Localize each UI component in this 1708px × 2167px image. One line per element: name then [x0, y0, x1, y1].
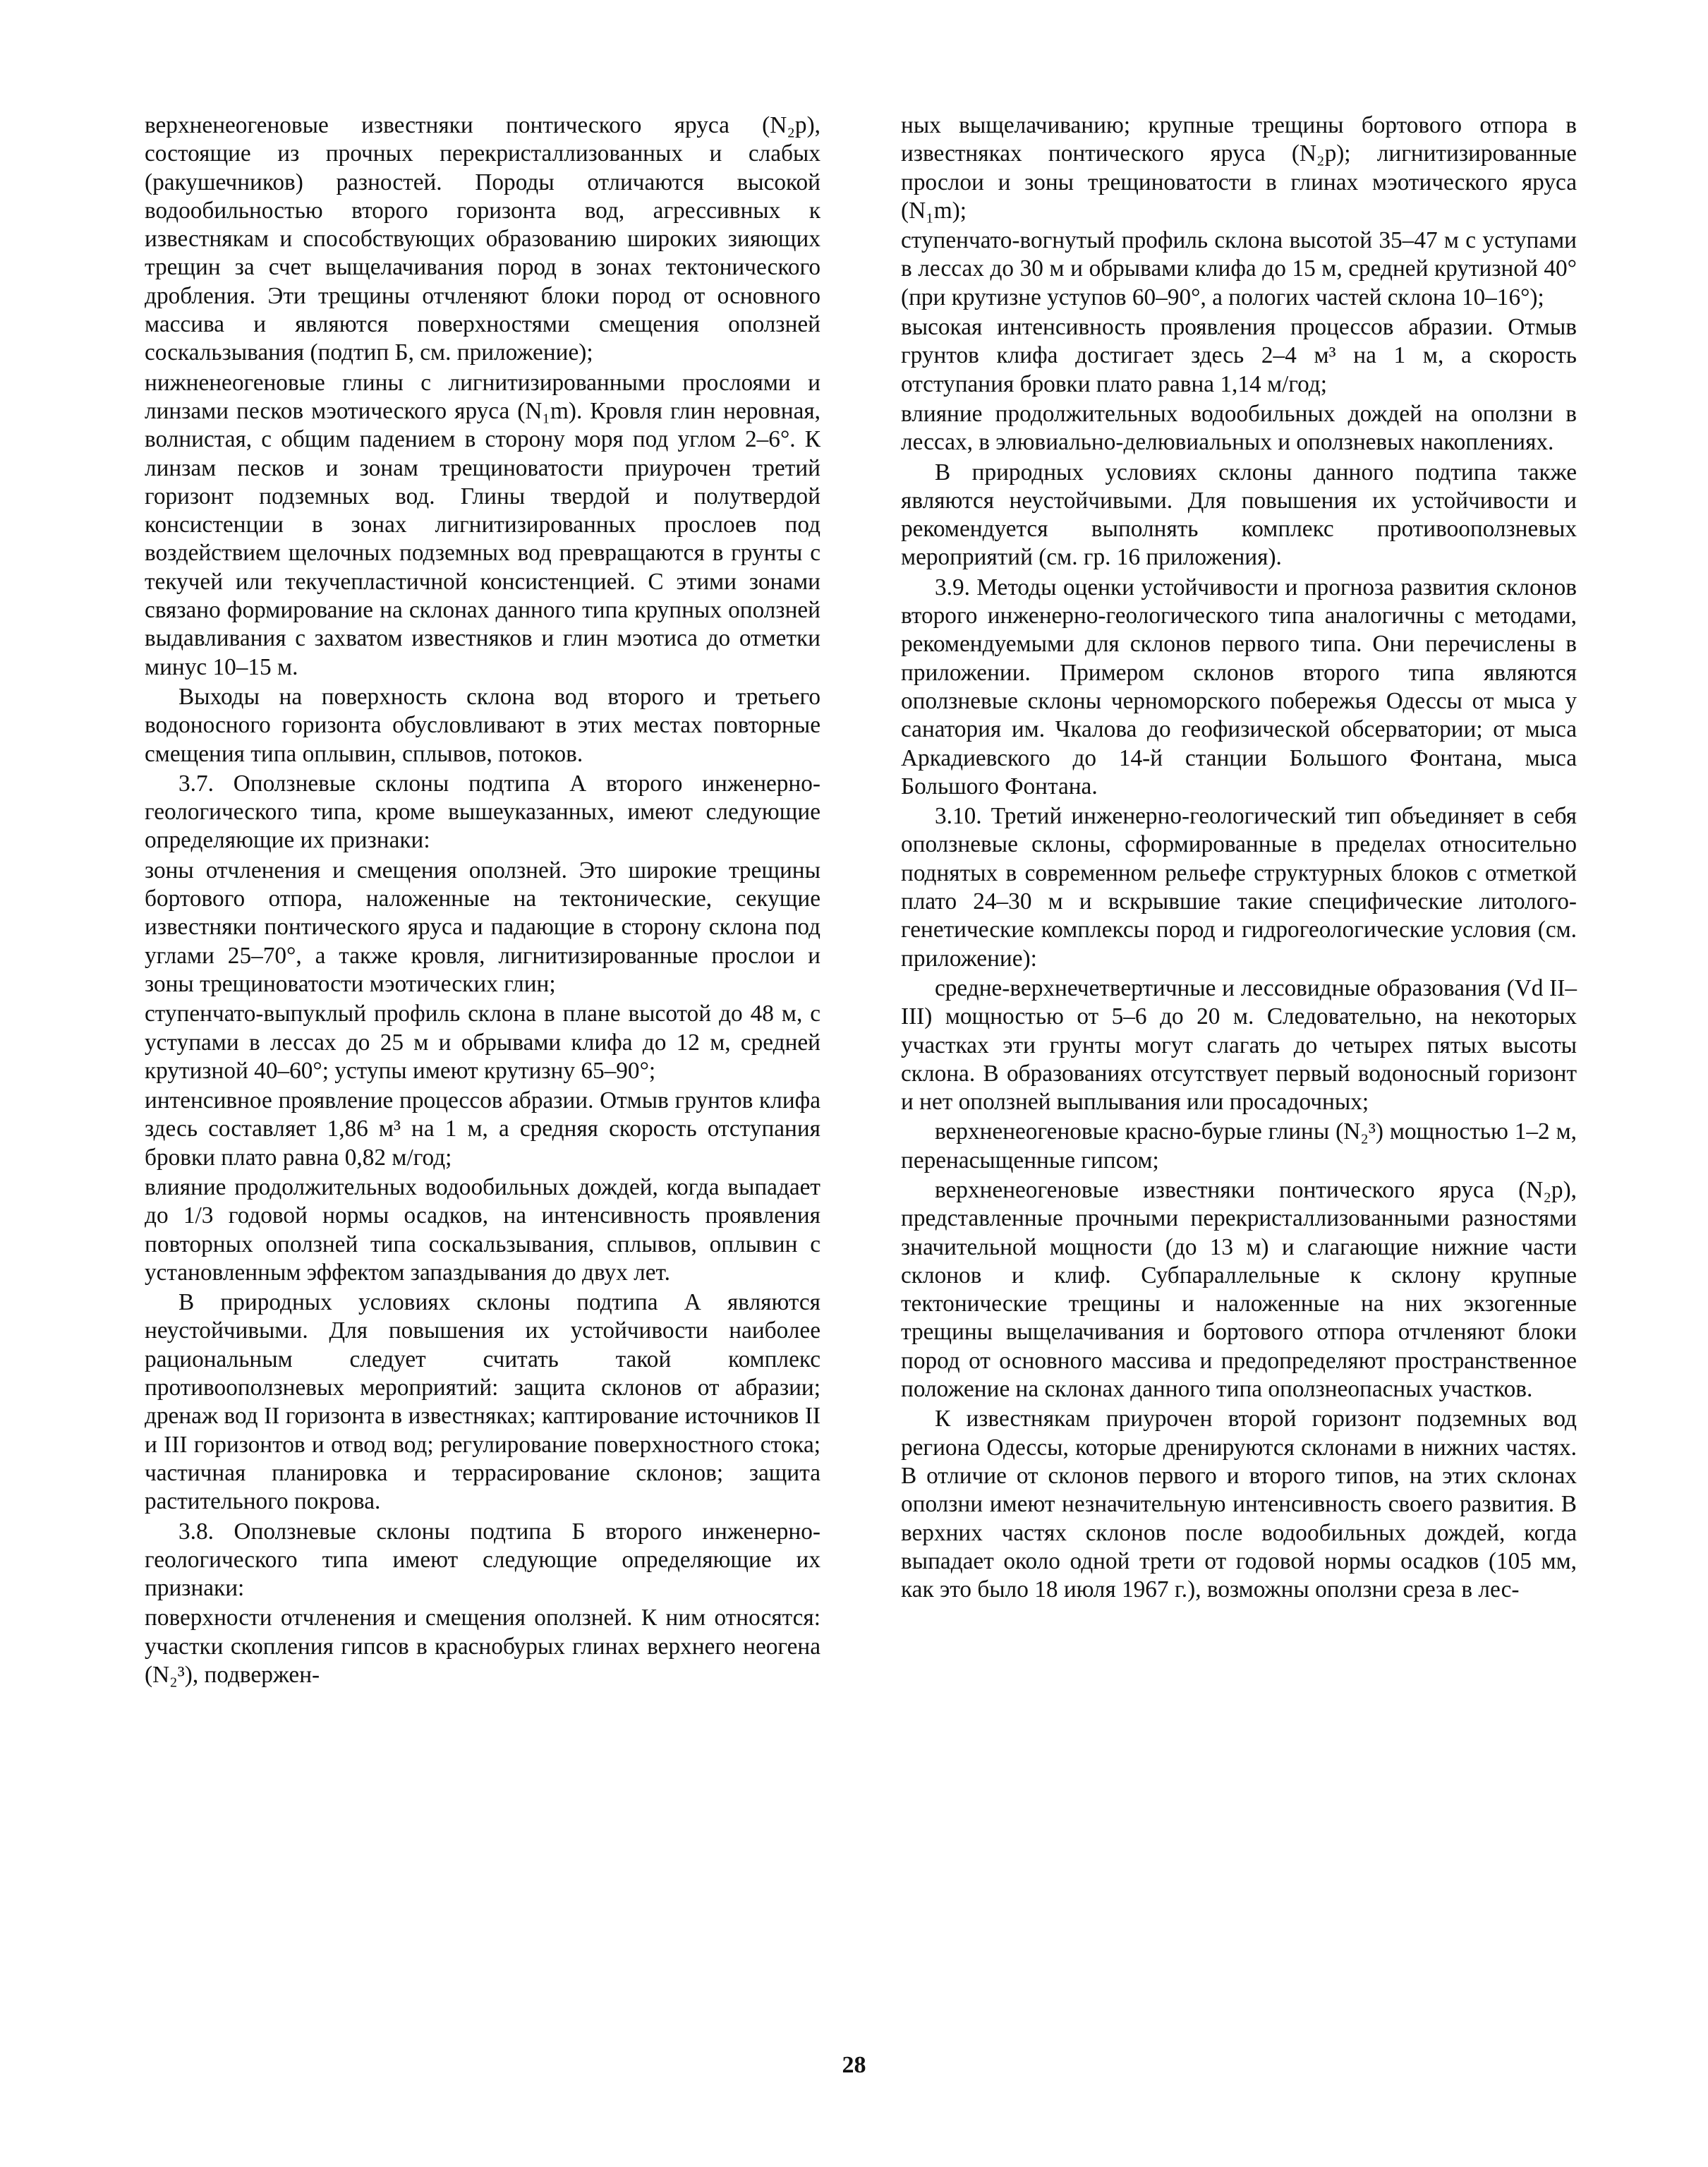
paragraph: ступенчато-выпуклый профиль склона в плане высотой до 48 м, с уступами в лессах до 25 м и обрывами клифа до 12 м, средней крутизной 40–60°; уступы имеют крутизну 65–90°;	[145, 1001, 820, 1084]
paragraph: средне-верхнечетвертичные и лессовидные образования (Vd II–III) мощностью от 5–6 до 20 м. Следовательно, на некоторых участках эти грунты могут слагать до четырех пятых высоты склона. В образованиях отсутствует первый водоносный горизонт и нет оползней выплывания или просадочных;	[901, 974, 1577, 1116]
paragraph: влияние продолжительных водообильных дождей на оползни в лессах, в элювиально-делювиальных и оползневых накоплениях.	[901, 400, 1577, 456]
left-column	[145, 111, 820, 1691]
paragraph: верхненеогеновые известняки понтического яруса (N₂p), состоящие из прочных перекристаллизованных и слабых (ракушечников) разностей. Породы отличаются высокой водообильностью второго горизонта вод, агрессивных к известнякам и способствующих образованию широких зияющих трещин за счет выщелачивания пород в зонах тектонического дробления. Эти трещины отчленяют блоки пород от основного массива и являются поверхностями смещения оползней соскальзывания (подтип Б, см. приложение);	[145, 112, 820, 366]
paragraph: В природных условиях склоны данного подтипа также являются неустойчивыми. Для повышения их устойчивости и рекомендуется выполнять комплекс противооползневых мероприятий (см. гр. 16 приложения).	[901, 459, 1577, 571]
paragraph: высокая интенсивность проявления процессов абразии. Отмыв грунтов клифа достигает здесь 2–4 м³ на 1 м, а скорость отступания бровки плато равна 1,14 м/год;	[901, 314, 1577, 397]
paragraph: 3.10. Третий инженерно-геологический тип объединяет в себя оползневые склоны, сформированные в пределах относительно поднятых в современном рельефе структурных блоков с отметкой плато 24–30 м и вскрывшие такие специфические литолого-генетические комплексы пород и гидрогеологические условия (см. приложение):	[901, 803, 1577, 972]
paragraph: 3.7. Оползневые склоны подтипа А второго инженерно-геологического типа, кроме вышеуказанных, имеют следующие определяющие их признаки:	[145, 770, 820, 854]
right-column	[901, 111, 1577, 1605]
paragraph: верхненеогеновые известняки понтического яруса (N₂p), представленные прочными перекристаллизованными разностями значительной мощности (до 13 м) и слагающие нижние части склонов и клиф. Субпараллельные к склону крупные тектонические трещины и наложенные на них экзогенные трещины выщелачивания и бортового отпора отчленяют блоки пород от основного массива и предопределяют пространственное положение на склонах данного типа оползнеопасных участков.	[901, 1176, 1577, 1403]
paragraph: ступенчато-вогнутый профиль склона высотой 35–47 м с уступами в лессах до 30 м и обрывами клифа до 15 м, средней крутизной 40° (при крутизне уступов 60–90°, а пологих частей склона 10–16°);	[901, 227, 1577, 310]
paragraph: 3.9. Методы оценки устойчивости и прогноза развития склонов второго инженерно-геологического типа аналогичны с методами, рекомендуемыми для склонов первого типа. Они перечислены в приложении. Примером склонов второго типа являются оползневые склоны черноморского побережья Одессы от мыса у санатория им. Чкалова до геофизической обсерватории; от мыса Аркадиевского до 14-й станции Большого Фонтана, мыса Большого Фонтана.	[901, 574, 1577, 799]
paragraph: В природных условиях склоны подтипа А являются неустойчивыми. Для повышения их устойчивости наиболее рациональным следует считать такой комплекс противооползневых мероприятий: защита склонов от абразии; дренаж вод II горизонта в известняках; каптирование источников II и III горизонтов и отвод вод; регулирование поверхностного стока; частичная планировка и террасирование склонов; защита растительного покрова.	[145, 1289, 820, 1515]
paragraph: влияние продолжительных водообильных дождей, когда выпадает до 1/3 годовой нормы осадков, на интенсивность проявления повторных оползней типа соскальзывания, сплывов, оплывин с установленным эффектом запаздывания до двух лет.	[145, 1173, 820, 1286]
page-number: 28	[842, 2052, 866, 2078]
paragraph: 3.8. Оползневые склоны подтипа Б второго инженерно-геологического типа имеют следующие определяющие их признаки:	[145, 1518, 820, 1602]
paragraph: нижненеогеновые глины с лигнитизированными прослоями и линзами песков мэотического яруса (N₁m). Кровля глин неровная, волнистая, с общим падением в сторону моря под углом 2–6°. К линзам песков и зонам трещиноватости приурочен третий горизонт подземных вод. Глины твердой и полутвердой консистенции в зонах лигнитизированных прослоев под воздействием щелочных подземных вод превращаются в грунты с текучей или текучепластичной консистенцией. С этими зонами связано формирование на склонах данного типа крупных оползней выдавливания с захватом известняков и глин мэотиса до отметки минус 10–15 м.	[145, 369, 820, 680]
paragraph: Выходы на поверхность склона вод второго и третьего водоносного горизонта обусловливают в этих местах повторные смещения типа оплывин, сплывов, потоков.	[145, 683, 820, 767]
paragraph: поверхности отчленения и смещения оползней. К ним относятся: участки скопления гипсов в краснобурых глинах верхнего неогена (N₂³), подвержен-	[145, 1605, 820, 1689]
paragraph: зоны отчленения и смещения оползней. Это широкие трещины бортового отпора, наложенные на тектонические, секущие известняки понтического яруса и падающие в сторону склона под углами 25–70°, а также кровля, лигнитизированные прослои и зоны трещиноватости мэотических глин;	[145, 857, 820, 997]
paragraph: ных выщелачиванию; крупные трещины бортового отпора в известняках понтического яруса (N₂p); лигнитизированные прослои и зоны трещиноватости в глинах мэотического яруса (N₁m);	[901, 112, 1577, 224]
paragraph: К известнякам приурочен второй горизонт подземных вод региона Одессы, которые дренируются склонами в нижних частях. В отличие от склонов первого и второго типов, на этих склонах оползни имеют незначительную интенсивность своего развития. В верхних частях склонов после водообильных дождей, когда выпадает около одной трети от годовой нормы осадков (105 мм, как это было 18 июля 1967 г.), возможны оползни среза в лес-	[901, 1406, 1577, 1603]
paragraph: интенсивное проявление процессов абразии. Отмыв грунтов клифа здесь составляет 1,86 м³ на 1 м, а средняя скорость отступания бровки плато равна 0,82 м/год;	[145, 1087, 820, 1171]
paragraph: верхненеогеновые красно-бурые глины (N₂³) мощностью 1–2 м, перенасыщенные гипсом;	[901, 1118, 1577, 1173]
